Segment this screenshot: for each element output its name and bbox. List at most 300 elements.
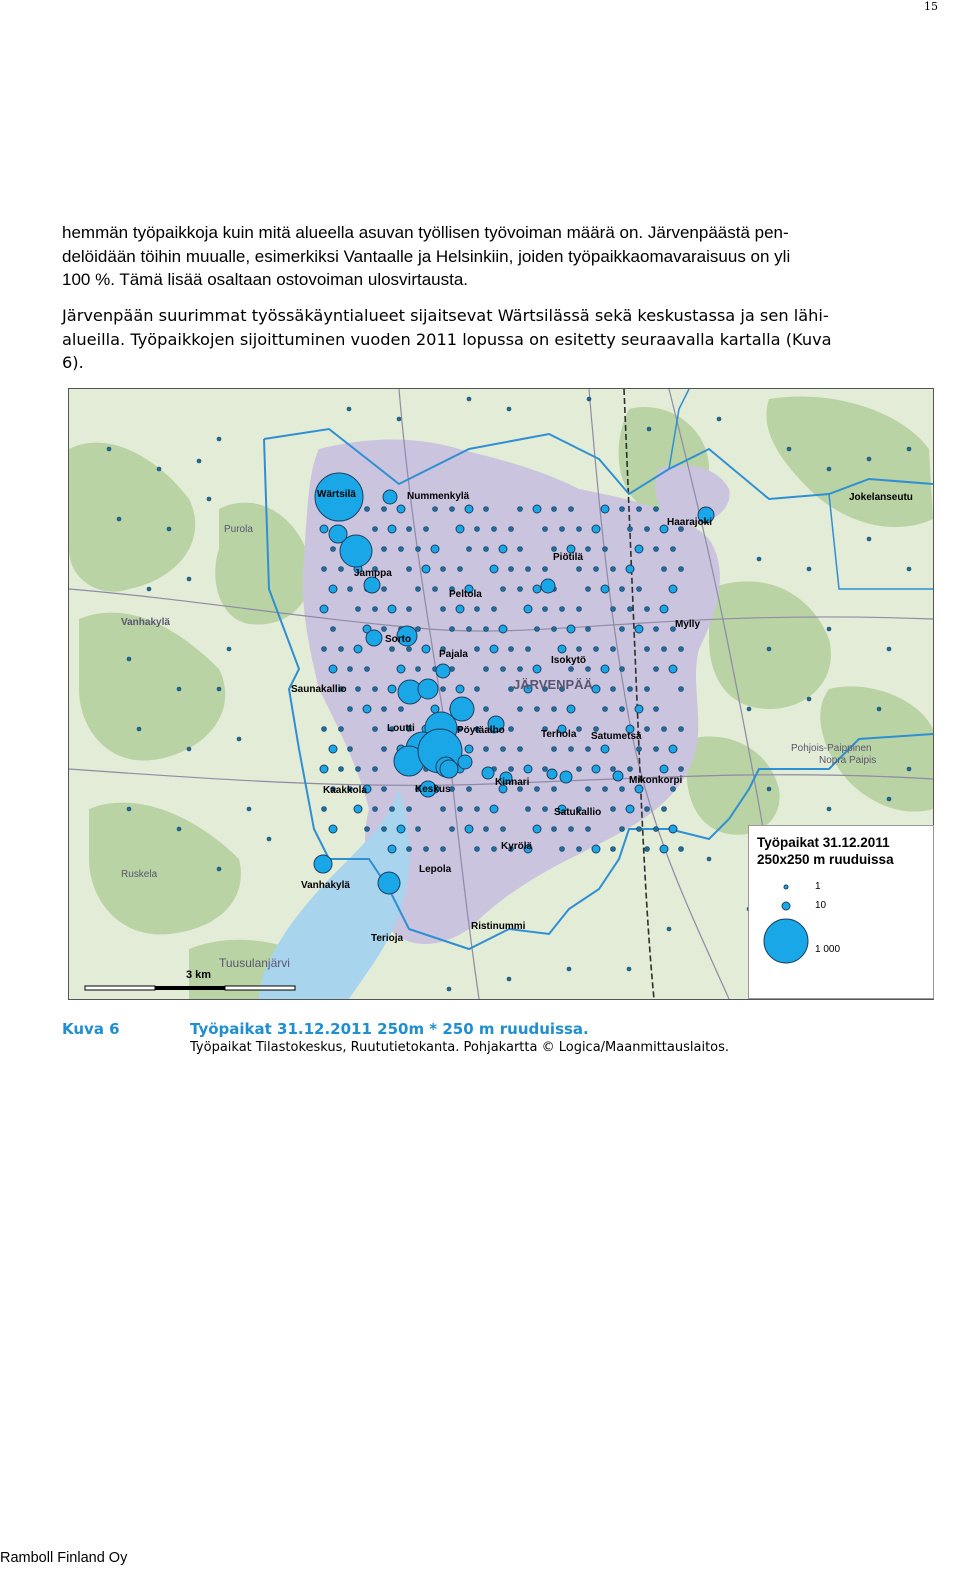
job-dot <box>569 827 574 832</box>
job-dot <box>637 747 642 752</box>
job-dot <box>560 527 565 532</box>
job-dot <box>507 407 511 411</box>
job-dot <box>322 727 327 732</box>
job-dot <box>679 647 684 652</box>
job-dot <box>348 747 353 752</box>
job-dot <box>654 667 659 672</box>
label-tuusulanjarvi: Tuusulanjärvi <box>219 956 290 970</box>
job-dot <box>524 605 532 613</box>
job-dot-large <box>613 771 623 781</box>
legend-dot-medium <box>782 902 790 910</box>
job-dot <box>533 585 541 593</box>
job-dot <box>247 807 251 811</box>
job-dot <box>577 767 582 772</box>
job-dot <box>107 447 111 451</box>
legend-symbols <box>749 826 933 998</box>
job-dot <box>594 647 599 652</box>
job-dot <box>628 527 633 532</box>
job-dot <box>373 767 378 772</box>
legend-dot-large <box>764 919 808 963</box>
job-dot-large <box>366 630 382 646</box>
legend-label-1: 1 <box>815 881 821 892</box>
job-dot <box>484 627 489 632</box>
label-lepola: Lepola <box>419 864 452 875</box>
job-dot <box>509 567 514 572</box>
job-dot <box>365 507 370 512</box>
job-dot-large <box>541 579 555 593</box>
job-dot <box>509 767 514 772</box>
job-dot <box>567 625 575 633</box>
figure-label: Kuva 6 <box>62 1020 120 1038</box>
job-dot-large <box>458 755 472 769</box>
job-dot <box>467 397 471 401</box>
job-dot <box>635 785 643 793</box>
job-dot <box>707 857 711 861</box>
job-dot <box>679 727 684 732</box>
job-dot <box>407 807 412 812</box>
label-keskus: Keskus <box>415 784 451 795</box>
job-dot <box>645 687 650 692</box>
job-dot <box>127 807 131 811</box>
job-dot <box>416 627 421 632</box>
scale-bar <box>85 986 295 990</box>
job-dot <box>187 747 191 751</box>
job-dot <box>877 707 881 711</box>
paragraph-line: alueilla. Työpaikkojen sijoittuminen vuoden 2011 lopussa on esitetty seuraavalla kartalla (Kuva <box>62 329 832 349</box>
label-vanhakyla-west: Vanhakylä <box>121 617 170 628</box>
job-dot <box>407 847 412 852</box>
job-dot <box>458 567 463 572</box>
job-dot <box>827 467 831 471</box>
job-dot <box>601 665 609 673</box>
job-dot <box>501 587 506 592</box>
job-dot <box>475 647 480 652</box>
job-dot <box>484 707 489 712</box>
job-dot <box>447 987 451 991</box>
job-dot <box>356 767 361 772</box>
label-ruskela: Ruskela <box>121 869 158 880</box>
job-dot <box>654 627 659 632</box>
job-dot <box>577 727 582 732</box>
job-dot <box>422 645 430 653</box>
label-sorto: Sorto <box>385 634 412 645</box>
job-dot <box>767 647 771 651</box>
job-dot <box>626 805 634 813</box>
job-dot <box>645 607 650 612</box>
job-dot-large <box>383 490 397 504</box>
job-dot <box>399 707 404 712</box>
job-dot <box>322 807 327 812</box>
job-dot <box>475 807 480 812</box>
job-dot-large <box>436 664 450 678</box>
label-pohjois-paippinen: Pohjois-Paippinen <box>791 743 872 754</box>
job-dot <box>320 525 328 533</box>
job-dot <box>628 607 633 612</box>
job-dot <box>441 847 446 852</box>
label-satukallio: Satukallio <box>554 807 602 818</box>
job-dot <box>533 505 541 513</box>
job-dot <box>662 567 667 572</box>
job-dot <box>577 527 582 532</box>
job-dot <box>465 505 473 513</box>
label-kinnari: Kinnari <box>495 777 530 788</box>
job-dot <box>397 665 405 673</box>
job-dot <box>397 417 401 421</box>
job-dot <box>637 827 642 832</box>
job-dot <box>467 627 472 632</box>
job-dot <box>669 585 677 593</box>
job-dot <box>373 607 378 612</box>
job-dot <box>679 567 684 572</box>
paragraph-line: hemmän työpaikkoja kuin mitä alueella asuvan työllisen työvoiman määrä on. Järvenpäästä pen- <box>62 223 789 242</box>
job-dot <box>654 707 659 712</box>
job-dot <box>433 507 438 512</box>
label-satumetsa: Satumetsä <box>591 731 642 742</box>
job-dot <box>586 827 591 832</box>
job-dot <box>147 587 151 591</box>
job-dot <box>907 447 911 451</box>
job-dot <box>356 687 361 692</box>
job-dot <box>467 787 472 792</box>
job-dot <box>654 507 659 512</box>
job-dot <box>662 647 667 652</box>
job-dot <box>450 507 455 512</box>
job-dot <box>441 567 446 572</box>
job-dot <box>518 507 523 512</box>
job-dot-large <box>560 771 572 783</box>
job-dot <box>450 827 455 832</box>
job-dot <box>592 765 600 773</box>
job-dot <box>509 527 514 532</box>
job-dot <box>407 527 412 532</box>
job-dot <box>669 745 677 753</box>
job-dot <box>592 525 600 533</box>
job-dot <box>569 507 574 512</box>
paragraph-1 <box>62 221 932 292</box>
job-dot <box>329 665 337 673</box>
job-dot <box>717 417 721 421</box>
job-dot <box>499 545 507 553</box>
job-dot <box>339 727 344 732</box>
job-dot <box>635 705 643 713</box>
job-dot-large <box>329 525 347 543</box>
job-dot <box>416 827 421 832</box>
job-dot-large <box>418 679 438 699</box>
job-dot <box>586 667 591 672</box>
job-dot <box>382 587 387 592</box>
job-dot <box>475 847 480 852</box>
job-dot <box>320 765 328 773</box>
job-dot <box>450 627 455 632</box>
job-dot <box>509 647 514 652</box>
label-haarajoki: Haarajoki <box>667 517 713 528</box>
job-dot <box>592 845 600 853</box>
job-dot <box>157 467 161 471</box>
job-dot <box>197 459 201 463</box>
job-dot <box>484 827 489 832</box>
job-dot <box>552 787 557 792</box>
job-dot <box>382 747 387 752</box>
job-dot <box>567 705 575 713</box>
job-dot <box>662 727 667 732</box>
job-dot <box>399 547 404 552</box>
job-dot <box>456 685 464 693</box>
job-dot <box>492 607 497 612</box>
job-dot <box>416 667 421 672</box>
job-dot <box>907 567 911 571</box>
job-dot <box>382 787 387 792</box>
job-dot <box>456 525 464 533</box>
scale-bar-label: 3 km <box>186 969 212 981</box>
job-dot <box>354 805 362 813</box>
job-dot <box>535 787 540 792</box>
job-dot <box>484 507 489 512</box>
job-dot <box>331 627 336 632</box>
job-dot <box>382 507 387 512</box>
job-dot <box>431 545 439 553</box>
job-dot <box>543 767 548 772</box>
job-dot <box>586 547 591 552</box>
job-dot <box>543 607 548 612</box>
label-purola: Purola <box>224 524 253 535</box>
job-dot <box>671 787 676 792</box>
job-dot <box>431 705 439 713</box>
legend-label-10: 10 <box>815 900 827 911</box>
job-dot <box>348 587 353 592</box>
job-dot <box>645 807 650 812</box>
job-dot <box>484 667 489 672</box>
job-dot <box>887 797 891 801</box>
job-dot <box>526 807 531 812</box>
job-dot <box>397 825 405 833</box>
job-dot <box>627 967 631 971</box>
job-dot <box>382 827 387 832</box>
job-dot <box>887 647 891 651</box>
job-dot <box>373 687 378 692</box>
job-dot <box>543 527 548 532</box>
job-dot <box>441 687 446 692</box>
job-dot <box>577 847 582 852</box>
job-dot <box>757 557 761 561</box>
legend-label-1000: 1 000 <box>815 944 841 955</box>
job-dot <box>679 767 684 772</box>
job-dot <box>388 525 396 533</box>
legend-title-line: 250x250 m ruuduissa <box>757 852 894 867</box>
job-dot <box>382 627 387 632</box>
job-dot <box>620 827 625 832</box>
job-dot-large <box>314 855 332 873</box>
job-dot <box>365 827 370 832</box>
label-vanhakyla: Vanhakylä <box>301 880 350 891</box>
job-dot <box>645 847 650 852</box>
job-dot <box>501 747 506 752</box>
job-dot <box>533 825 541 833</box>
job-dot <box>390 807 395 812</box>
label-mylly: Mylly <box>675 619 701 630</box>
job-dot <box>373 727 378 732</box>
job-dot <box>611 807 616 812</box>
job-dot <box>177 687 181 691</box>
job-dot <box>518 547 523 552</box>
job-dot <box>637 587 642 592</box>
job-dot <box>267 837 271 841</box>
label-terhola: Terhola <box>541 729 577 740</box>
job-dot <box>601 585 609 593</box>
job-dot <box>518 587 523 592</box>
job-dot <box>524 765 532 773</box>
job-dot <box>475 527 480 532</box>
job-dot <box>354 645 362 653</box>
job-dot <box>620 587 625 592</box>
job-dot <box>518 707 523 712</box>
job-dot <box>416 587 421 592</box>
job-dot <box>611 607 616 612</box>
job-dot <box>637 507 642 512</box>
figure-title: Työpaikat 31.12.2011 250m * 250 m ruuduissa. <box>190 1020 589 1038</box>
job-dot <box>422 565 430 573</box>
job-dot <box>587 397 591 401</box>
legend-dot-small <box>784 885 788 889</box>
job-dot <box>552 707 557 712</box>
job-dot <box>322 567 327 572</box>
job-dot <box>217 437 221 441</box>
job-dot <box>635 625 643 633</box>
job-dot <box>767 787 771 791</box>
job-dot-large <box>547 769 557 779</box>
job-dot <box>407 647 412 652</box>
label-saunakallio: Saunakallio <box>291 684 347 695</box>
job-dot-large <box>378 872 400 894</box>
job-dot <box>484 547 489 552</box>
job-dot <box>465 825 473 833</box>
job-dot <box>137 727 141 731</box>
job-dot <box>331 547 336 552</box>
job-dot <box>679 847 684 852</box>
job-dot <box>560 607 565 612</box>
label-ristinummi: Ristinummi <box>471 921 526 932</box>
job-dot <box>552 507 557 512</box>
job-dot <box>577 647 582 652</box>
job-dot <box>620 507 625 512</box>
job-dot <box>365 667 370 672</box>
job-dot <box>611 567 616 572</box>
job-dot <box>660 605 668 613</box>
job-dot <box>407 607 412 612</box>
job-dot <box>424 847 429 852</box>
paragraph-2 <box>62 304 932 375</box>
label-piotila: Piötilä <box>553 552 584 563</box>
job-dot <box>560 847 565 852</box>
job-dot <box>177 827 181 831</box>
job-dot <box>187 577 191 581</box>
job-dot <box>620 707 625 712</box>
job-dot <box>558 645 566 653</box>
job-dot <box>373 807 378 812</box>
job-dot <box>586 587 591 592</box>
job-dot <box>388 685 396 693</box>
label-kaakkola: Kaakkola <box>323 785 367 796</box>
job-dot <box>475 607 480 612</box>
label-wartsila: Wärtsilä <box>317 489 356 500</box>
job-dot <box>654 747 659 752</box>
job-dot <box>465 745 473 753</box>
job-dot <box>645 527 650 532</box>
figure-source: Työpaikat Tilastokeskus, Ruututietokanta. Pohjakartta © Logica/Maanmittauslaitos. <box>190 1040 730 1055</box>
job-dot <box>552 747 557 752</box>
job-dot <box>207 497 211 501</box>
job-dot <box>647 427 651 431</box>
job-dot <box>535 707 540 712</box>
job-dot <box>747 707 751 711</box>
job-dot <box>397 505 405 513</box>
job-dot <box>535 627 540 632</box>
label-nummenkyla: Nummenkylä <box>407 491 470 502</box>
job-dot <box>390 647 395 652</box>
job-dot <box>552 627 557 632</box>
job-dot <box>441 807 446 812</box>
job-dot <box>227 647 231 651</box>
job-dot <box>329 745 337 753</box>
job-dot <box>518 667 523 672</box>
job-dot <box>329 585 337 593</box>
job-dot <box>611 687 616 692</box>
label-isokyto: Isokytö <box>551 655 587 666</box>
job-dot <box>339 647 344 652</box>
footer-company: Ramboll Finland Oy <box>0 1550 128 1566</box>
job-dot <box>501 827 506 832</box>
job-dot <box>509 727 514 732</box>
job-dot <box>490 565 498 573</box>
legend-title-line: Työpaikat 31.12.2011 <box>757 835 890 850</box>
job-dot <box>645 727 650 732</box>
job-dot <box>667 927 671 931</box>
label-loutti: Loutti <box>387 723 415 734</box>
job-dot <box>603 547 608 552</box>
job-dot <box>552 547 557 552</box>
job-dot <box>501 667 506 672</box>
job-dot <box>671 547 676 552</box>
job-dot <box>217 687 221 691</box>
job-dot <box>827 807 831 811</box>
job-dot <box>127 657 131 661</box>
job-dot <box>586 787 591 792</box>
label-jokelanseutu: Jokelanseutu <box>849 492 913 503</box>
job-dot <box>490 645 498 653</box>
job-dot <box>382 707 387 712</box>
job-dot <box>807 567 811 571</box>
job-dot <box>484 747 489 752</box>
job-dot <box>373 527 378 532</box>
job-dot-large <box>440 760 458 778</box>
job-dot <box>635 545 643 553</box>
job-dot <box>807 697 811 701</box>
job-dot <box>654 547 659 552</box>
label-terioja: Terioja <box>371 933 404 944</box>
job-dot <box>577 607 582 612</box>
job-dot <box>339 767 344 772</box>
job-dot <box>907 767 911 771</box>
job-dot <box>388 605 396 613</box>
job-dot <box>552 827 557 832</box>
job-dot <box>628 687 633 692</box>
label-peltola: Peltola <box>449 589 482 600</box>
job-dot <box>601 505 609 513</box>
job-dot <box>867 457 871 461</box>
job-dot <box>348 707 353 712</box>
job-dot <box>356 607 361 612</box>
job-dot <box>787 447 791 451</box>
job-dot <box>669 825 677 833</box>
